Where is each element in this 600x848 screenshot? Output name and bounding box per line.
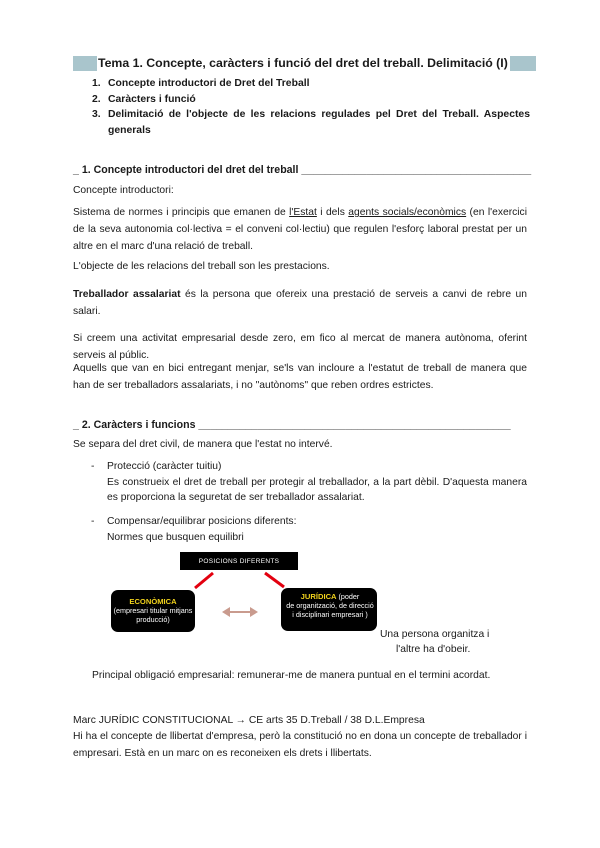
section-1-autonomous: Si creem una activitat empresarial desde zero, em fico al mercat de manera autònoma, oferint serveis al públic.: [73, 333, 527, 361]
list-text: Normes que busquen equilibri: [107, 531, 244, 543]
economica-body: (empresari titular mitjans producció): [113, 606, 193, 624]
juridica-title: JURÍDICA: [300, 592, 337, 601]
list-title: Compensar/equilibrar posicions diferents:: [107, 516, 297, 527]
toc-text: Caràcters i funció: [108, 93, 196, 105]
section-2-closing: Principal obligació empresarial: remunerar-me de manera puntual en el termini acordat.: [92, 670, 491, 681]
agents-underlined: agents socials/econòmics: [348, 207, 467, 218]
toc-text: Concepte introductori de Dret del Treball: [108, 78, 310, 89]
section-1-heading: _ 1. Concepte introductori del dret del treball _______________________________________: [73, 164, 532, 176]
toc-number: 1.: [92, 78, 101, 89]
list-title: Protecció (caràcter tuitiu): [107, 461, 222, 472]
title-text: Tema 1. Concepte, caràcters i funció del dret del treball. Delimitació (I): [98, 56, 508, 70]
arrow-to-economica: [195, 573, 213, 588]
section-1-object: L'objecte de les relacions del treball son les prestacions.: [73, 261, 330, 272]
diagram-juridica-box: [281, 588, 377, 631]
toc-number: 2.: [92, 93, 101, 105]
diagram-economica-box: [111, 590, 195, 632]
diagram-note-1: Una persona organitza i: [380, 629, 490, 640]
section-2-intro: Se separa del dret civil, de manera que l'estat no intervé.: [73, 439, 333, 450]
section-1-riders: Aquells que van en bici entregant menjar, se'ls van incloure a l'estatut de treball de manera que han de ser treballadors assalariats, i no "autònoms" que reben ordres estrictes.: [73, 363, 527, 391]
arrow-to-juridica: [265, 573, 284, 587]
toc-text: Delimitació de l'objecte de les relacions regulades pel Dret del Treball. Aspectes generals: [108, 109, 530, 136]
list-dash: -: [91, 461, 95, 472]
economica-title: ECONÒMICA: [129, 597, 177, 606]
list-text: Es construeix el dret de treball per protegir al treballador, a la part dèbil. D'aquesta manera es proporciona la seguretat de ser treballador assalariat.: [107, 476, 527, 503]
text-run: i dels: [316, 207, 349, 218]
worker-term: Treballador assalariat: [73, 289, 181, 300]
section-2-heading: _ 2. Caràcters i funcions _____________________________________________________: [73, 419, 511, 431]
text-run: és la persona que ofereix una prestació de serveis a canvi de rebre un salari.: [73, 289, 527, 317]
marc-paragraph: Hi ha el concepte de llibertat d'empresa, però la constitució no en dona un concepte de treballador i empresari. Està en un marc on es reconeixen els drets i llibertats.: [73, 731, 527, 759]
text-run: (en l'exercici de la seva autonomia col·lectiva = el conveni col·lectiu) que regulen l'esforç laboral prestat per un altre en el marc d'una relació de treball.: [73, 207, 527, 252]
text-run: Sistema de normes i principis que emanen de: [73, 207, 290, 218]
marc-line: Marc JURÍDIC CONSTITUCIONAL → CE arts 35 D.Treball / 38 D.L.Empresa: [73, 715, 425, 726]
juridica-body-1: (poder: [336, 592, 360, 601]
double-arrow: [222, 607, 258, 617]
estat-underlined: l'Estat: [289, 207, 317, 218]
toc-number: 3.: [92, 109, 101, 120]
diagram-top-box: POSICIONS DIFERENTS: [180, 552, 298, 570]
list-dash: -: [91, 516, 95, 527]
section-1-subheading: Concepte introductori:: [73, 185, 174, 196]
juridica-body-2: de organització, de direcció i disciplinari empresari ): [286, 601, 374, 619]
diagram-note-2: l'altre ha d'obeir.: [396, 644, 471, 655]
